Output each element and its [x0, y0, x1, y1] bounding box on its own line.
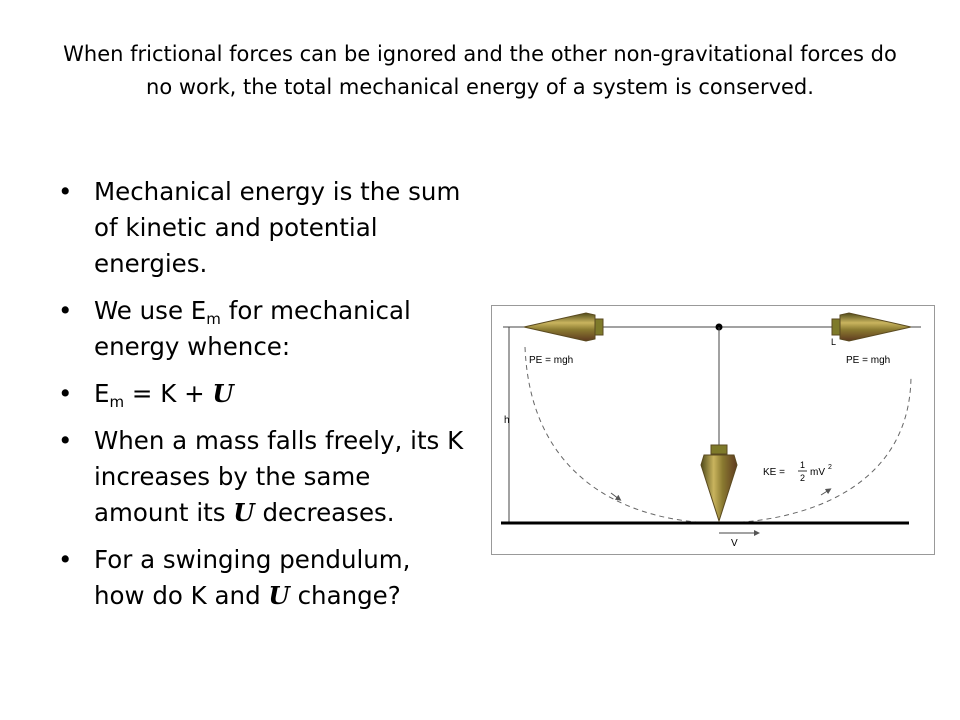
bullet-item	[58, 542, 468, 614]
energy-equation: $E_m = K + U$	[94, 379, 234, 411]
bullet-text: We use $E_m$ for mechanical energy whence:	[94, 296, 411, 361]
slide-title: When frictional forces can be ignored and the other non-gravitational forces do no work, the total mechanical energy of a system is conserved.	[63, 42, 897, 99]
bullet-text: For a swinging pendulum, how do K and U change?	[94, 545, 411, 610]
ke-fraction-num: 1	[800, 460, 806, 470]
bullet-dot: •	[58, 177, 73, 206]
bullet-dot: •	[58, 545, 73, 574]
bullet-dot: •	[58, 296, 73, 325]
bullet-dot: •	[58, 379, 73, 408]
bullet-item	[58, 376, 468, 412]
ke-mv: mV	[810, 467, 825, 478]
bullet-item	[58, 293, 468, 365]
pe-right-label: PE = mgh	[846, 355, 891, 366]
velocity-label: V	[731, 538, 738, 549]
bullet-text: Mechanical energy is the sum of kinetic and potential energies.	[94, 177, 461, 278]
ke-fraction-den: 2	[800, 473, 806, 483]
bullet-item	[58, 423, 468, 531]
bullet-dot: •	[58, 426, 73, 455]
diagram-frame	[492, 306, 935, 555]
potential-energy-symbol: U	[268, 581, 290, 610]
bullet-item	[58, 174, 468, 282]
bullet-list	[58, 174, 468, 625]
l-label: L	[831, 337, 837, 347]
pe-left-label: PE = mgh	[529, 355, 574, 366]
ke-label: KE =	[763, 467, 785, 478]
height-label: h	[504, 415, 510, 426]
potential-energy-symbol: U	[212, 379, 234, 408]
ke-exponent: 2	[828, 464, 832, 471]
pendulum-diagram	[491, 305, 935, 555]
bullet-text: When a mass falls freely, its K increases by the same amount its U decreases.	[94, 426, 464, 527]
potential-energy-symbol: U	[233, 498, 255, 527]
